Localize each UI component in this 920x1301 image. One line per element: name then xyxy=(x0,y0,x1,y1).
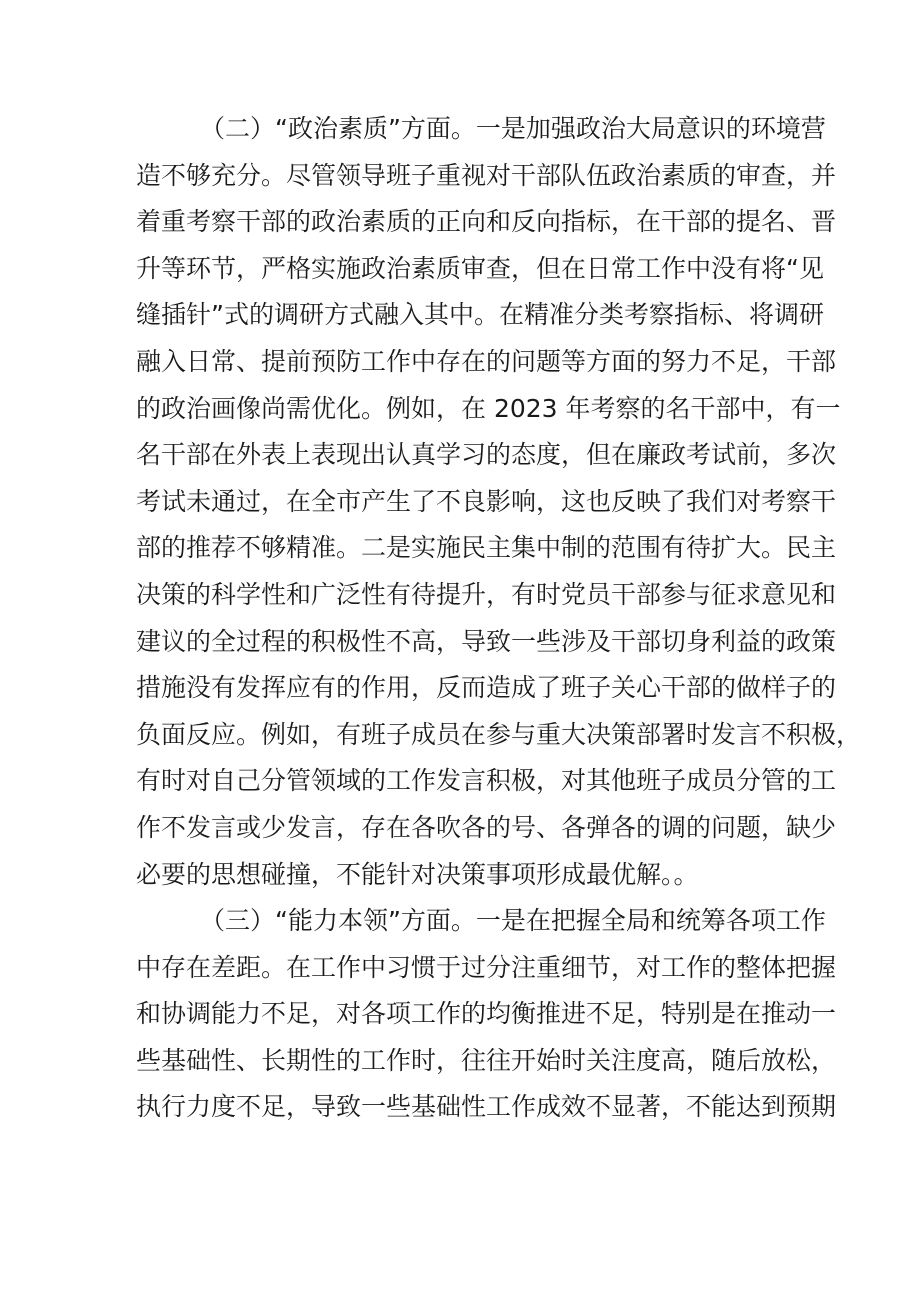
text-line: 的政治画像尚需优化。例如，在 2023 年考察的名干部中，有一 xyxy=(136,393,841,423)
text-line: 建议的全过程的积极性不高，导致一些涉及干部切身利益的政策 xyxy=(136,626,837,656)
text-line: 部的推荐不够精准。二是实施民主集中制的范围有待扩大。民主 xyxy=(136,533,837,563)
text-line: 着重考察干部的政治素质的正向和反向指标，在干部的提名、晋 xyxy=(136,207,837,237)
text-line: 融入日常、提前预防工作中存在的问题等方面的努力不足，干部 xyxy=(136,346,837,376)
document-body xyxy=(136,106,862,1131)
text-line: （二）“政治素质”方面。一是加强政治大局意识的环境营 xyxy=(200,114,826,143)
text-line: 措施没有发挥应有的作用，反而造成了班子关心干部的做样子的 xyxy=(136,673,837,703)
text-line: 必要的思想碰撞，不能针对决策事项形成最优解。。 xyxy=(136,859,699,889)
text-line: 决策的科学性和广泛性有待提升，有时党员干部参与征求意见和 xyxy=(136,579,837,609)
text-line: 作不发言或少发言，存在各吹各的号、各弹各的调的问题，缺少 xyxy=(136,812,837,842)
text-line: 造不够充分。尽管领导班子重视对干部队伍政治素质的审查，并 xyxy=(136,160,837,190)
text-line: 负面反应。例如，有班子成员在参与重大决策部署时发言不积极， xyxy=(136,719,862,749)
text-line: 升等环节，严格实施政治素质审查，但在日常工作中没有将“见 xyxy=(136,253,824,283)
text-line: 考试未通过，在全市产生了不良影响，这也反映了我们对考察干 xyxy=(136,486,837,516)
text-line: 有时对自己分管领域的工作发言积极，对其他班子成员分管的工 xyxy=(136,766,837,796)
text-line: 执行力度不足，导致一些基础性工作成效不显著，不能达到预期 xyxy=(136,1092,837,1122)
text-line: 中存在差距。在工作中习惯于过分注重细节，对工作的整体把握 xyxy=(136,952,837,982)
paragraph-political-quality xyxy=(136,106,862,898)
text-line: 些基础性、长期性的工作时，往往开始时关注度高，随后放松， xyxy=(136,1045,837,1075)
text-line: 缝插针”式的调研方式融入其中。在精准分类考察指标、将调研 xyxy=(136,300,824,330)
paragraph-ability xyxy=(136,898,837,1131)
text-line: 和协调能力不足，对各项工作的均衡推进不足，特别是在推动一 xyxy=(136,999,837,1029)
text-line: 名干部在外表上表现出认真学习的态度，但在廉政考试前，多次 xyxy=(136,440,837,470)
text-line: （三）“能力本领”方面。一是在把握全局和统筹各项工作 xyxy=(200,906,826,936)
